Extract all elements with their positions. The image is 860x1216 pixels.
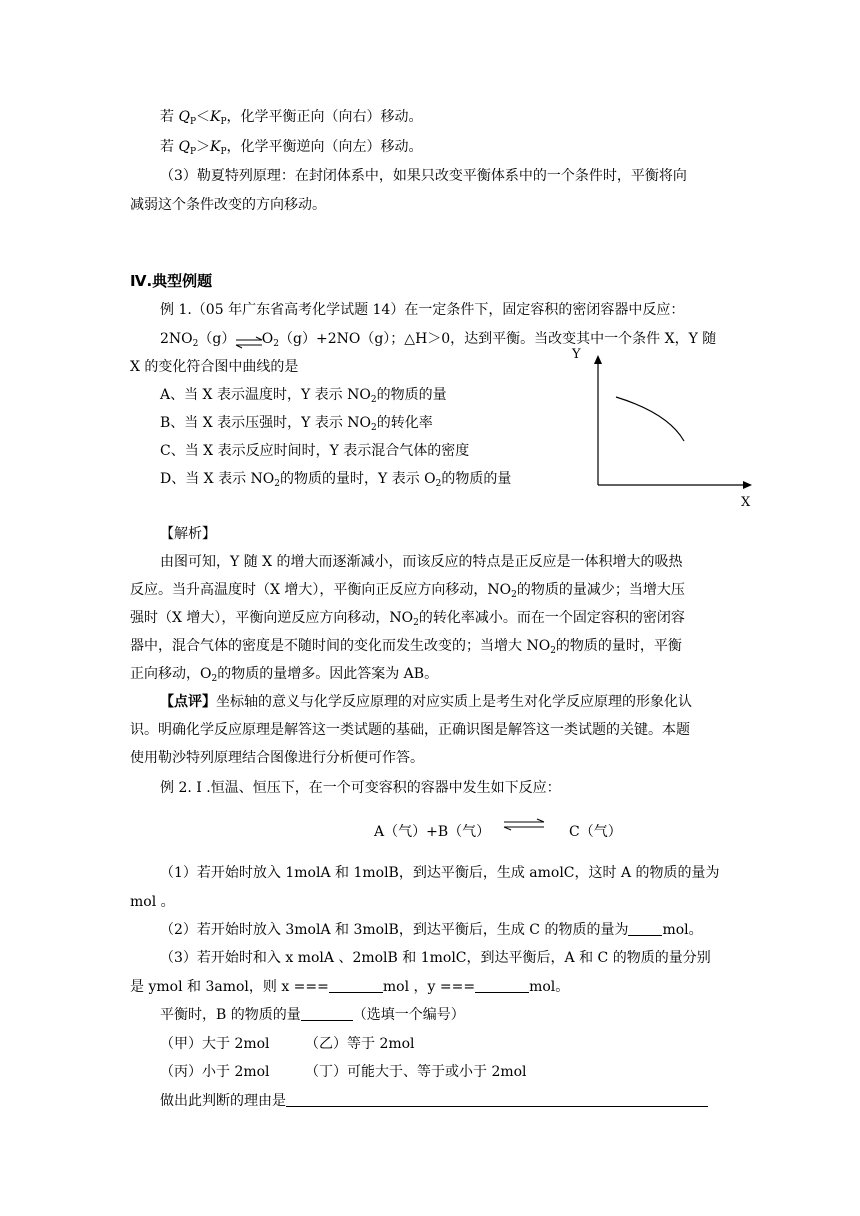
answer-blank[interactable] (301, 1006, 353, 1021)
option-a: A、当 X 表示温度时，Y 表示 $NO_2$的物质的量 (160, 387, 447, 405)
answer-blank[interactable] (329, 978, 383, 993)
ex2-eq-right: C（气） (569, 824, 622, 840)
ex2-eq-left: A（气）+B（气） (374, 824, 491, 840)
ex2-q3-line2: 是 ymol 和 3amol，则 x === mol ，y === mol。 (130, 979, 570, 995)
comment-line2: 识。明确化学反应原理是解答这一类试题的基础，正确识图是解答这一类试题的关键。本题 (130, 722, 690, 738)
ex2-q4: 平衡时，B 的物质的量 （选填一个编号） (160, 1007, 465, 1023)
ex1-intro: 例 1.（05 年广东省高考化学试题 14）在一定条件下，固定容积的密闭容器中反应： (160, 302, 685, 318)
graph-curve (616, 397, 684, 441)
graph (590, 355, 760, 490)
equilibrium-arrows-icon (234, 336, 264, 350)
option-b: B、当 X 表示压强时，Y 表示 $NO_2$的转化率 (160, 415, 433, 433)
le-chatelier-line2: 减弱这个条件改变的方向移动。 (130, 197, 326, 213)
graph-y-label: Y (572, 347, 581, 362)
analysis-title: 【解析】 (160, 526, 216, 542)
choice-bing: （丙）小于 2mol (160, 1064, 270, 1080)
graph-x-label: X (741, 495, 751, 510)
graph-x-arrow (743, 481, 752, 489)
ex2-q2: （2）若开始时放入 3molA 和 3molB，到达平衡后，生成 C 的物质的量为 mol。 (160, 922, 703, 938)
ex2-q1-line1: （1）若开始时放入 1molA 和 1molB，到达平衡后，生成 amolC，这时 A 的物质的量为 (160, 865, 720, 881)
analysis-line4: 器中，混合气体的密度是不随时间的变化而发生改变的；当增大 $NO_2$的物质的量时，平衡 (130, 638, 682, 656)
option-c: C、当 X 表示反应时间时，Y 表示混合气体的密度 (160, 443, 470, 459)
rule-forward: 若 $Q_P<K_P$，化学平衡正向（向右）移动。 (160, 109, 423, 127)
ex2-q3-line1: （3）若开始时和入 x molA 、2molB 和 1molC，到达平衡后，A 和 C 的物质的量分别 (160, 950, 711, 966)
ex1-equation: $2NO_2(g)$ $O_2(g)+2NO(g)$；△H＞0，达到平衡。当改变其中一个条件 X，Y 随 (160, 331, 717, 349)
answer-blank[interactable] (628, 921, 662, 936)
comment-line1: 【点评】坐标轴的意义与化学反应原理的对应实质上是考生对化学反应原理的形象化认 (160, 694, 692, 710)
graph-y-arrow (594, 355, 602, 364)
analysis-line1: 由图可知，Y 随 X 的增大而逐渐减小，而该反应的特点是正反应是一体积增大的吸热 (160, 554, 683, 570)
option-d: D、当 X 表示 $NO_2$的物质的量时，Y 表示 $O_2$的物质的量 (160, 471, 512, 489)
ex2-reason: 做出此判断的理由是 (160, 1092, 708, 1110)
choice-jia: （甲）大于 2mol (160, 1036, 270, 1052)
rule-reverse: 若 $Q_P>K_P$，化学平衡逆向（向左）移动。 (160, 139, 423, 157)
ex2-intro: 例 2. I .恒温、恒压下，在一个可变容积的容器中发生如下反应： (160, 780, 561, 796)
analysis-line5: 正向移动，$O_2$的物质的量增多。因此答案为 AB。 (130, 666, 439, 684)
le-chatelier-line1: （3）勒夏特列原理：在封闭体系中，如果只改变平衡体系中的一个条件时，平衡将向 (160, 168, 687, 184)
answer-blank[interactable] (475, 978, 529, 993)
choice-yi: （乙）等于 2mol (305, 1036, 415, 1052)
equilibrium-arrows-icon (502, 818, 546, 832)
ex1-line3: X 的变化符合图中曲线的是 (130, 359, 299, 375)
section-title: Ⅳ.典型例题 (130, 272, 213, 290)
analysis-line3: 强时（X 增大），平衡向逆反应方向移动，$NO_2$的转化率减小。而在一个固定容积的密闭容 (130, 610, 685, 628)
ex2-q1-line2: mol 。 (130, 894, 175, 910)
choice-ding: （丁）可能大于、等于或小于 2mol (305, 1064, 527, 1080)
analysis-line2: 反应。当升高温度时（X 增大），平衡向正反应方向移动，$NO_2$的物质的量减少；当增大压 (130, 582, 685, 600)
answer-blank[interactable] (286, 1092, 708, 1107)
comment-line3: 使用勒沙特列原理结合图像进行分析便可作答。 (130, 750, 424, 766)
